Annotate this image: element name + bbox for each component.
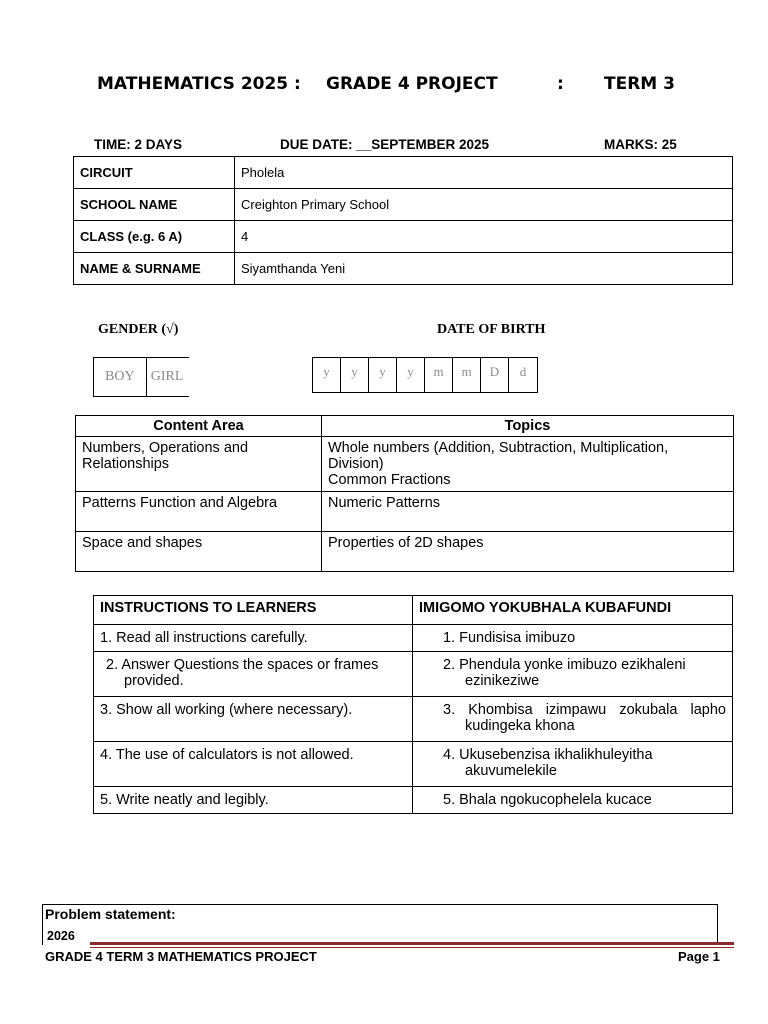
table-row — [94, 697, 733, 742]
column-header: Topics — [322, 416, 734, 437]
problem-statement-box — [42, 904, 718, 945]
learner-info-table — [73, 156, 733, 285]
title-term: TERM 3 — [604, 74, 675, 94]
topic-item: Whole numbers (Addition, Subtraction, Multiplication, Division) — [328, 440, 669, 472]
dob-cell-day[interactable]: d — [519, 364, 527, 379]
dob-cell-month[interactable]: m — [453, 358, 481, 392]
instruction-zu: 4. Ukusebenzisa ikhalikhuleyitha akuvumelekile — [443, 747, 653, 779]
instruction-en-cell — [94, 652, 413, 697]
marks-label: MARKS: 25 — [604, 137, 677, 152]
title-project: GRADE 4 PROJECT — [326, 74, 498, 94]
column-header: INSTRUCTIONS TO LEARNERS — [94, 596, 413, 625]
info-label: SCHOOL NAME — [74, 189, 235, 221]
table-row — [76, 492, 734, 532]
info-label: NAME & SURNAME — [74, 253, 235, 285]
footer-rule-thick — [90, 942, 734, 945]
instruction-zu: 2. Phendula yonke imibuzo ezikhaleni ezinikeziwe — [443, 657, 686, 689]
dob-cell-month[interactable]: m — [425, 358, 453, 392]
info-row-class — [74, 221, 733, 253]
info-value-class[interactable]: 4 — [235, 221, 733, 253]
time-label: TIME: 2 DAYS — [94, 137, 183, 152]
topics-cell — [322, 532, 734, 572]
info-value-circuit[interactable]: Pholela — [235, 157, 733, 189]
dob-label: DATE OF BIRTH — [437, 322, 546, 337]
content-area-cell: Space and shapes — [76, 532, 322, 572]
topic-item: Numeric Patterns — [328, 495, 441, 511]
gender-selector — [93, 357, 189, 397]
due-date-label: DUE DATE: __SEPTEMBER 2025 — [280, 137, 490, 152]
info-label: CLASS (e.g. 6 A) — [74, 221, 235, 253]
instruction-en: 1. Read all instructions carefully. — [94, 625, 413, 652]
instruction-en: 5. Write neatly and legibly. — [94, 787, 413, 814]
instruction-zu: 1. Fundisisa imibuzo — [413, 625, 733, 652]
instruction-zu-cell — [413, 742, 733, 787]
dob-entry — [312, 357, 538, 393]
topic-item: Common Fractions — [328, 472, 451, 488]
instructions-table — [93, 595, 733, 814]
content-areas-table — [75, 415, 734, 572]
column-header: IMIGOMO YOKUBHALA KUBAFUNDI — [413, 596, 733, 625]
table-row — [94, 787, 733, 814]
content-area-cell: Numbers, Operations and Relationships — [76, 437, 322, 492]
dob-cell-day[interactable]: D — [481, 358, 509, 392]
info-row-name — [74, 253, 733, 285]
topics-cell — [322, 437, 734, 492]
instruction-en: 4. The use of calculators is not allowed. — [94, 742, 413, 787]
instruction-en: 2. Answer Questions the spaces or frames provided. — [106, 657, 379, 689]
gender-label: GENDER (√) — [98, 322, 179, 337]
title-colon: : — [557, 74, 564, 94]
table-row — [94, 625, 733, 652]
topic-item: Properties of 2D shapes — [328, 535, 484, 551]
table-row — [76, 532, 734, 572]
footer-rule-thin — [90, 947, 734, 948]
gender-option-boy[interactable]: BOY — [94, 358, 147, 396]
instruction-zu: 3. Khombisa izimpawu zokubala lapho kudingeka khona — [443, 702, 726, 734]
table-row — [94, 742, 733, 787]
column-header: Content Area — [76, 416, 322, 437]
info-label: CIRCUIT — [74, 157, 235, 189]
info-row-circuit — [74, 157, 733, 189]
instruction-zu-cell — [413, 652, 733, 697]
content-area-cell: Patterns Function and Algebra — [76, 492, 322, 532]
instructions-header-row — [94, 596, 733, 625]
info-row-school — [74, 189, 733, 221]
table-row — [76, 437, 734, 492]
gender-option-girl[interactable]: GIRL — [150, 369, 184, 384]
problem-statement-label: Problem statement: — [45, 906, 176, 922]
footer-title: GRADE 4 TERM 3 MATHEMATICS PROJECT — [45, 949, 317, 964]
page-number: Page 1 — [678, 949, 720, 964]
info-value-school[interactable]: Creighton Primary School — [235, 189, 733, 221]
dob-cell-year[interactable]: y — [397, 358, 425, 392]
dob-cell-year[interactable]: y — [313, 358, 341, 392]
dob-cell-year[interactable]: y — [341, 358, 369, 392]
content-header-row — [76, 416, 734, 437]
problem-year: 2026 — [47, 929, 75, 943]
table-row — [94, 652, 733, 697]
instruction-zu: 5. Bhala ngokucophelela kucace — [413, 787, 733, 814]
dob-cell-year[interactable]: y — [369, 358, 397, 392]
title-subject: MATHEMATICS 2025 : — [97, 74, 301, 94]
info-value-name[interactable]: Siyamthanda Yeni — [235, 253, 733, 285]
topics-cell — [322, 492, 734, 532]
instruction-zu-cell — [413, 697, 733, 742]
instruction-en: 3. Show all working (where necessary). — [94, 697, 413, 742]
